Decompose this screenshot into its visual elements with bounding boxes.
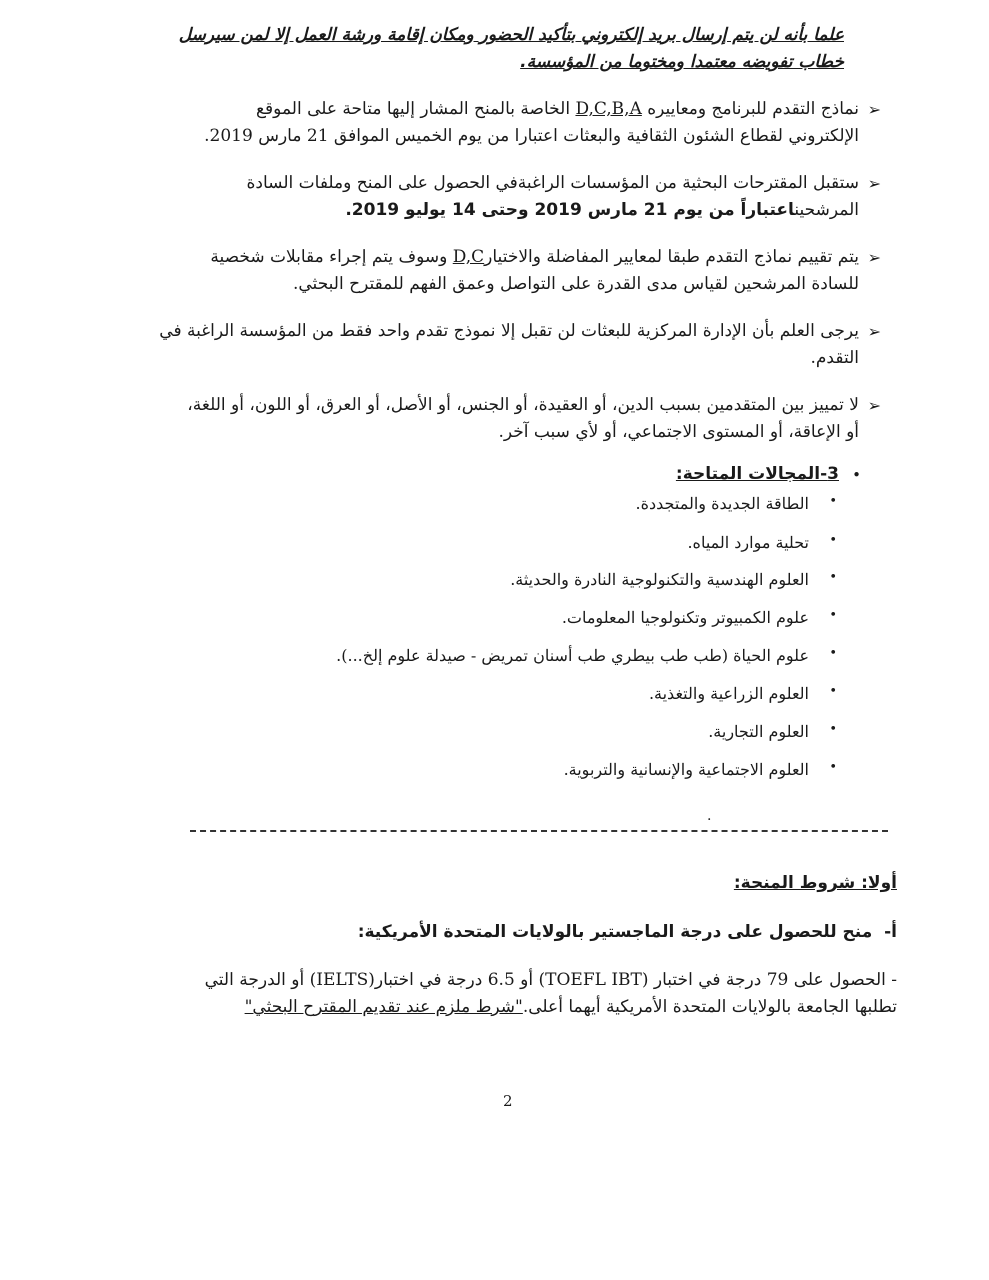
subsection-text: منح للحصول على درجة الماجستير بالولايات المتحدة الأمريكية: (357, 922, 873, 942)
dot-bullet-icon: • (829, 646, 837, 661)
item-line: الإلكتروني لقطاع الشئون الثقافية والبعثات اعتبارا من يوم الخميس الموافق 21 مارس 2019. (204, 126, 859, 146)
item-line: للسادة المرشحين لقياس مدى القدرة على التواصل وعمق الفهم للمقترح البحثي. (292, 274, 859, 294)
list-item: • علوم الكمبيوتر وتكنولوجيا المعلومات. (561, 608, 837, 627)
condition-line-2: تطلبها الجامعة بالولايات المتحدة الأمريكية أيهما أعلى."شرط ملزم عند تقديم المقترح البحثي" (244, 997, 897, 1017)
criteria-codes: D,C,B,A (575, 99, 642, 119)
dot-bullet-icon: • (829, 533, 837, 548)
item-line: نماذج التقدم للبرنامج ومعاييره D,C,B,A الخاصة بالمنح المشار إليها متاحة على الموقع (255, 99, 859, 119)
list-item-proposal-dates (129, 170, 881, 224)
item-line: أو الإعاقة، أو المستوى الاجتماعي، أو لأي سبب آخر. (498, 422, 859, 442)
list-item-single-application (129, 318, 881, 372)
condition-paragraph (85, 967, 897, 1021)
list-item-evaluation (129, 244, 881, 298)
item-line: يتم تقييم نماذج التقدم طبقا لمعايير المفاضلة والاختيارD,C وسوف يتم إجراء مقابلات شخصية (210, 247, 859, 267)
list-item: • الطاقة الجديدة والمتجددة. (635, 494, 837, 513)
notice-line-1: علما بأنه لن يتم إرسال بريد إلكتروني بتأكيد الحضور ومكان إقامة ورشة العمل إلا لمن سيرسل (178, 25, 844, 45)
section-title: أولا: شروط المنحة: (733, 873, 897, 893)
notice-paragraph (144, 22, 844, 76)
list-item: • علوم الحياة (طب طب بيطري طب أسنان تمريض - صيدلة علوم إلخ...). (336, 646, 837, 665)
dashed-divider (190, 830, 888, 832)
dot-bullet-icon: • (829, 684, 837, 699)
stray-dot: . (707, 808, 712, 824)
subsection-letter: أ- (884, 922, 897, 942)
page-number: 2 (503, 1092, 513, 1110)
item-line: لا تمييز بين المتقدمين بسبب الدين، أو العقيدة، أو الجنس، أو الأصل، أو العرق، أو اللون، أو اللغة، (187, 395, 859, 415)
dot-bullet-icon: • (829, 760, 837, 775)
arrow-bullet-icon: ➢ (867, 322, 881, 341)
list-item: • العلوم التجارية. (708, 722, 837, 741)
arrow-bullet-icon: ➢ (867, 174, 881, 193)
subsection-heading (358, 922, 897, 942)
dot-bullet-icon: • (829, 608, 837, 623)
list-item-non-discrimination (129, 392, 881, 446)
dot-bullet-icon: • (829, 494, 837, 509)
arrow-bullet-icon: ➢ (867, 396, 881, 415)
heading-bullet-icon: • (852, 466, 861, 484)
date-range: اعتباراً من يوم 21 مارس 2019 وحتى 14 يوليو 2019. (345, 200, 795, 220)
list-item: • العلوم الاجتماعية والإنسانية والتربوية. (563, 760, 837, 779)
arrow-bullet-icon: ➢ (867, 100, 881, 119)
item-line: يرجى العلم بأن الإدارة المركزية للبعثات لن تقبل إلا نموذج تقدم واحد فقط من المؤسسة الراغبة في (159, 321, 859, 341)
item-line: التقدم. (810, 348, 859, 368)
list-item: • العلوم الهندسية والتكنولوجية النادرة والحديثة. (510, 570, 837, 589)
list-item: • تحلية موارد المياه. (687, 533, 837, 552)
dot-bullet-icon: • (829, 570, 837, 585)
mandatory-note: "شرط ملزم عند تقديم المقترح البحثي" (244, 997, 523, 1017)
item-line: ستقبل المقترحات البحثية من المؤسسات الراغبةفي الحصول على المنح وملفات السادة (246, 173, 859, 193)
criteria-codes: D,C (452, 247, 485, 267)
list-item-programme-forms (129, 96, 881, 150)
dot-bullet-icon: • (829, 722, 837, 737)
notice-line-2: خطاب تفويضه معتمدا ومختوما من المؤسسة. (520, 52, 844, 72)
item-line: المرشحيناعتباراً من يوم 21 مارس 2019 وحتى 14 يوليو 2019. (345, 200, 859, 220)
list-item: • العلوم الزراعية والتغذية. (648, 684, 837, 703)
fields-heading: 3-المجالات المتاحة: (675, 464, 839, 484)
condition-line-1: - الحصول على 79 درجة في اختبار (TOEFL IBT) أو 6.5 درجة في اختبار(IELTS) أو الدرجة التي (204, 970, 897, 990)
arrow-bullet-icon: ➢ (867, 248, 881, 267)
